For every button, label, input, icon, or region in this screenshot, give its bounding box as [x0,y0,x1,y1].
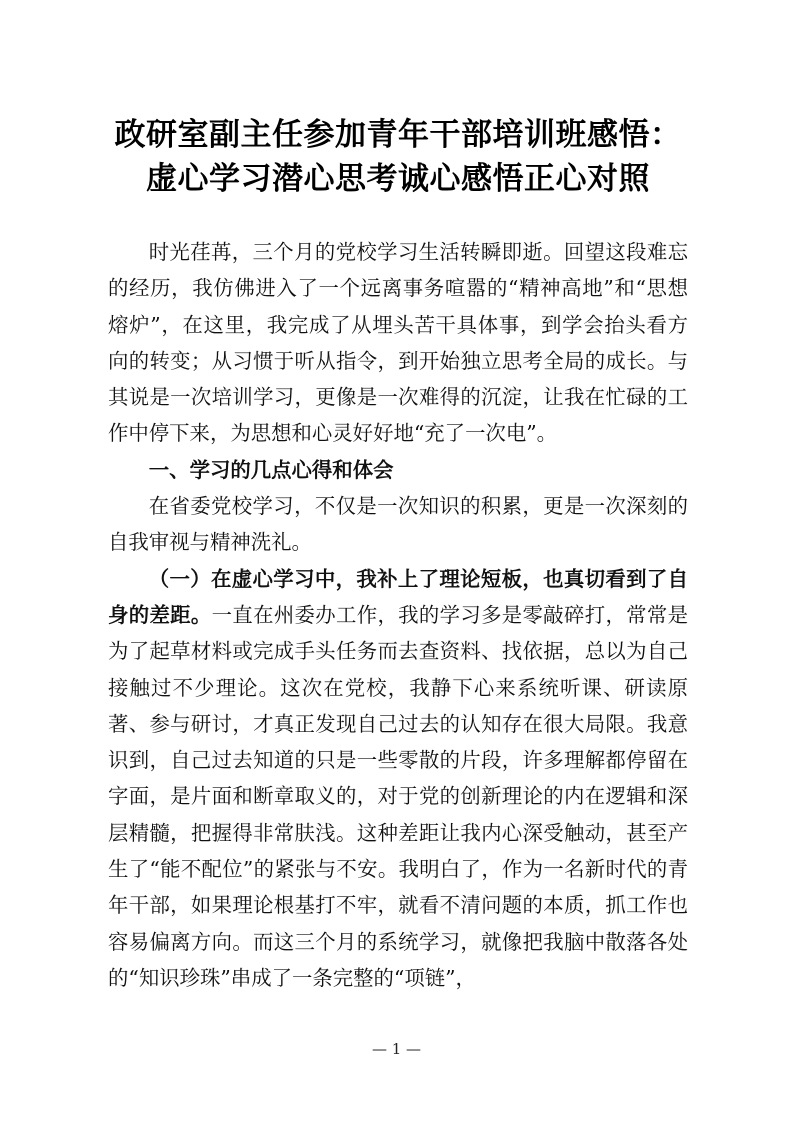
title-line-1: 政研室副主任参加青年干部培训班感悟： [114,117,682,153]
intro-paragraph: 时光荏苒，三个月的党校学习生活转瞬即逝。回望这段难忘的经历，我仿佛进入了一个远离事务喧嚣的“精神高地”和“思想熔炉”，在这里，我完成了从埋头苦干具体事，到学会抬头看方向的转变；从习惯于听从指令，到开始独立思考全局的成长。与其说是一次培训学习，更像是一次难得的沉淀，让我在忙碌的工作中停下来，为思想和心灵好好地“充了一次电”。 [108,240,688,446]
subsection-paragraph-1 [108,561,688,997]
subsection-lead: （一）在虚心学习中，我补上了理论短板，也真切看到了自身的差距。 [108,566,688,627]
page-number: — 1 — [371,1040,422,1058]
title-line-2: 虚心学习潜心思考诚心感悟正心对照 [146,161,650,197]
section-heading-1: 一、学习的几点心得和体会 [148,457,394,482]
subsection-text: 一直在州委办工作，我的学习多是零敲碎打，常常是为了起草材料或完成手头任务而去查资料、找依据，总以为自己接触过不少理论。这次在党校，我静下心来系统听课、研读原著、参与研讨，才真正发现自己过去的认知存在很大局限。我意识到，自己过去知道的只是一些零散的片段，许多理解都停留在字面，是片面和断章取义的，对于党的创新理论的内在逻辑和深层精髓，把握得非常肤浅。这种差距让我内心深受触动，甚至产生了“能不配位”的紧张与不安。我明白了，作为一名新时代的青年干部，如果理论根基打不牢，就看不清问题的本质，抓工作也容易偏离方向。而这三个月的系统学习，就像把我脑中散落各处的“知识珍珠”串成了一条完整的“项链”， [108,602,689,990]
document-title [100,113,696,201]
document-body [108,234,688,996]
section-intro-paragraph: 在省委党校学习，不仅是一次知识的积累，更是一次深刻的自我审视与精神洗礼。 [108,494,688,555]
